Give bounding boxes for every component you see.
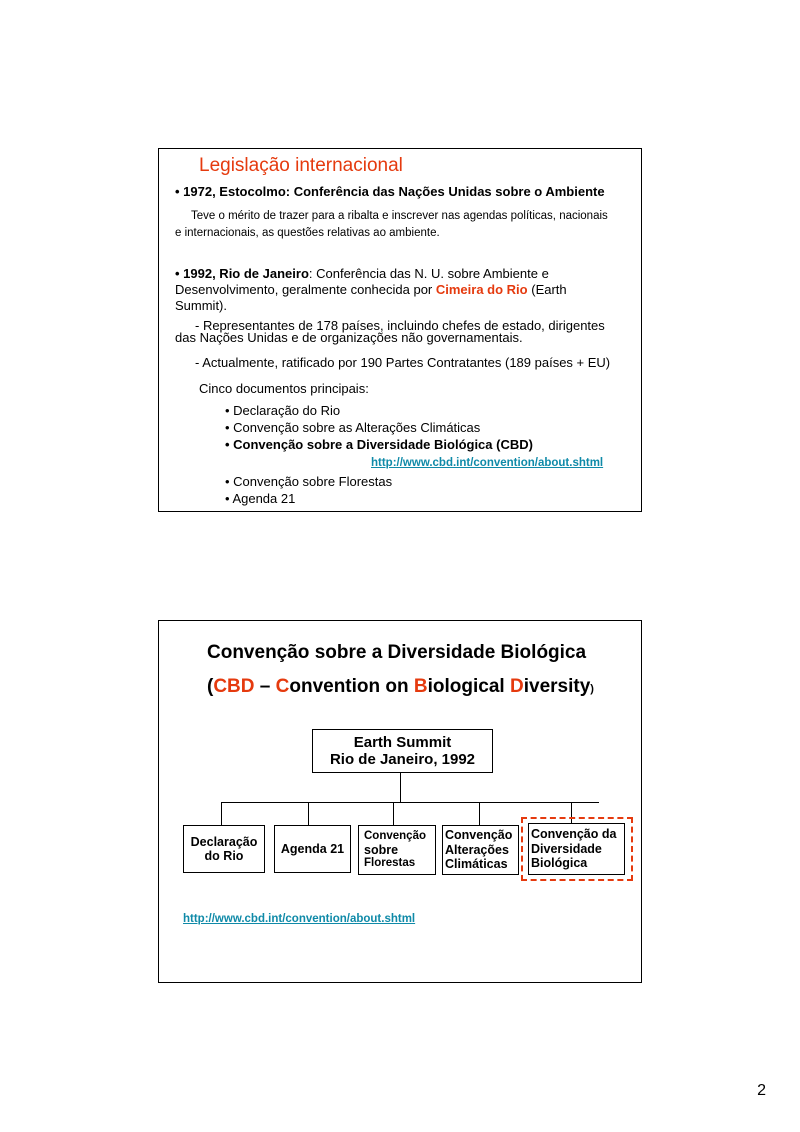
slide2-subtitle — [207, 676, 594, 698]
box-convencao-florestas — [358, 825, 436, 875]
box-agenda-21 — [274, 825, 351, 873]
page-number: 2 — [757, 1082, 766, 1099]
ratificado: - Actualmente, ratificado por 190 Partes Contratantes (189 países + EU) — [195, 355, 611, 370]
box-declaracao-rio — [183, 825, 265, 873]
cimeira-do-rio-highlight: Cimeira do Rio — [435, 282, 528, 297]
bullet-1992-line3: Summit). — [175, 298, 227, 313]
subtitle-d: D — [510, 676, 524, 697]
box-declaracao-line2: do Rio — [204, 849, 244, 863]
horizontal-connector — [221, 802, 599, 803]
earth-summit-line1: Earth Summit — [353, 733, 452, 751]
branch-3 — [393, 802, 394, 825]
slide-title: Legislação internacional — [199, 155, 403, 176]
doc-florestas: • Convenção sobre Florestas — [225, 474, 393, 489]
box-diversidade-line3: Biológica — [531, 856, 588, 871]
bullet-1992-line2-post: (Earth — [527, 282, 567, 297]
box-alteracoes-line1: Convenção — [445, 828, 513, 843]
box-declaracao-line1: Declaração — [190, 834, 258, 849]
doc-cbd: • Convenção sobre a Diversidade Biológica (CBD) — [225, 437, 533, 452]
representantes-line1: - Representantes de 178 países, incluindo chefes de estado, dirigentes — [195, 318, 605, 333]
doc-declaracao: • Declaração do Rio — [225, 403, 341, 418]
box-alteracoes-line3: Climáticas — [445, 857, 508, 872]
slide-legislacao — [158, 148, 642, 512]
box-florestas-line3: Florestas — [364, 857, 416, 870]
box-florestas-line1: Convenção — [364, 829, 426, 842]
box-convencao-diversidade — [528, 823, 625, 875]
bullet-1972: • 1972, Estocolmo: Conferência das Nações Unidas sobre o Ambiente — [175, 184, 605, 199]
box-diversidade-line2: Diversidade — [531, 841, 602, 856]
box-convencao-alteracoes — [442, 825, 519, 875]
doc-alteracoes: • Convenção sobre as Alterações Climáticas — [225, 420, 481, 435]
box-florestas-line2: sobre — [364, 842, 399, 857]
cbd-link[interactable]: http://www.cbd.int/convention/about.shtml — [371, 457, 604, 469]
subtitle-onvention: onvention on — [289, 676, 414, 697]
bullet-1992-line2 — [175, 282, 567, 297]
bullet-1992-label: • 1992, Rio de Janeiro — [175, 266, 309, 281]
subtitle-c: C — [275, 676, 290, 697]
bullet-1972-desc-2: e internacionais, as questões relativas ao ambiente. — [175, 227, 440, 239]
slide-cbd — [158, 620, 642, 983]
bullet-1992-text: : Conferência das N. U. sobre Ambiente e — [308, 266, 549, 281]
bullet-1972-desc-1: Teve o mérito de trazer para a ribalta e inscrever nas agendas políticas, nacionais — [191, 210, 608, 222]
branch-4 — [479, 802, 480, 825]
cbd-link-slide2[interactable]: http://www.cbd.int/convention/about.shtml — [183, 913, 416, 925]
subtitle-cbd: CBD — [213, 676, 255, 697]
subtitle-dash: – — [254, 676, 276, 697]
subtitle-close-paren: ) — [590, 683, 594, 695]
earth-summit-line2: Rio de Janeiro, 1992 — [329, 751, 476, 768]
branch-2 — [308, 802, 309, 825]
representantes-line2: das Nações Unidas e de organizações não governamentais. — [175, 330, 523, 345]
subtitle-iversity: iversity — [523, 676, 591, 697]
root-connector — [400, 773, 401, 802]
bullet-1992-line2-pre: Desenvolvimento, geralmente conhecida por — [175, 282, 436, 297]
subtitle-b: B — [413, 676, 428, 697]
bullet-1992 — [175, 266, 549, 281]
slide2-title: Convenção sobre a Diversidade Biológica — [207, 642, 587, 663]
subtitle-open-paren: ( — [207, 676, 214, 697]
docs-heading: Cinco documentos principais: — [199, 381, 369, 396]
box-agenda-line1: Agenda 21 — [280, 841, 345, 856]
box-alteracoes-line2: Alterações — [445, 842, 509, 857]
branch-1 — [221, 802, 222, 825]
box-diversidade-line1: Convenção da — [531, 827, 617, 842]
earth-summit-box — [312, 729, 493, 773]
doc-agenda21: • Agenda 21 — [225, 491, 296, 506]
subtitle-iological: iological — [427, 676, 510, 697]
